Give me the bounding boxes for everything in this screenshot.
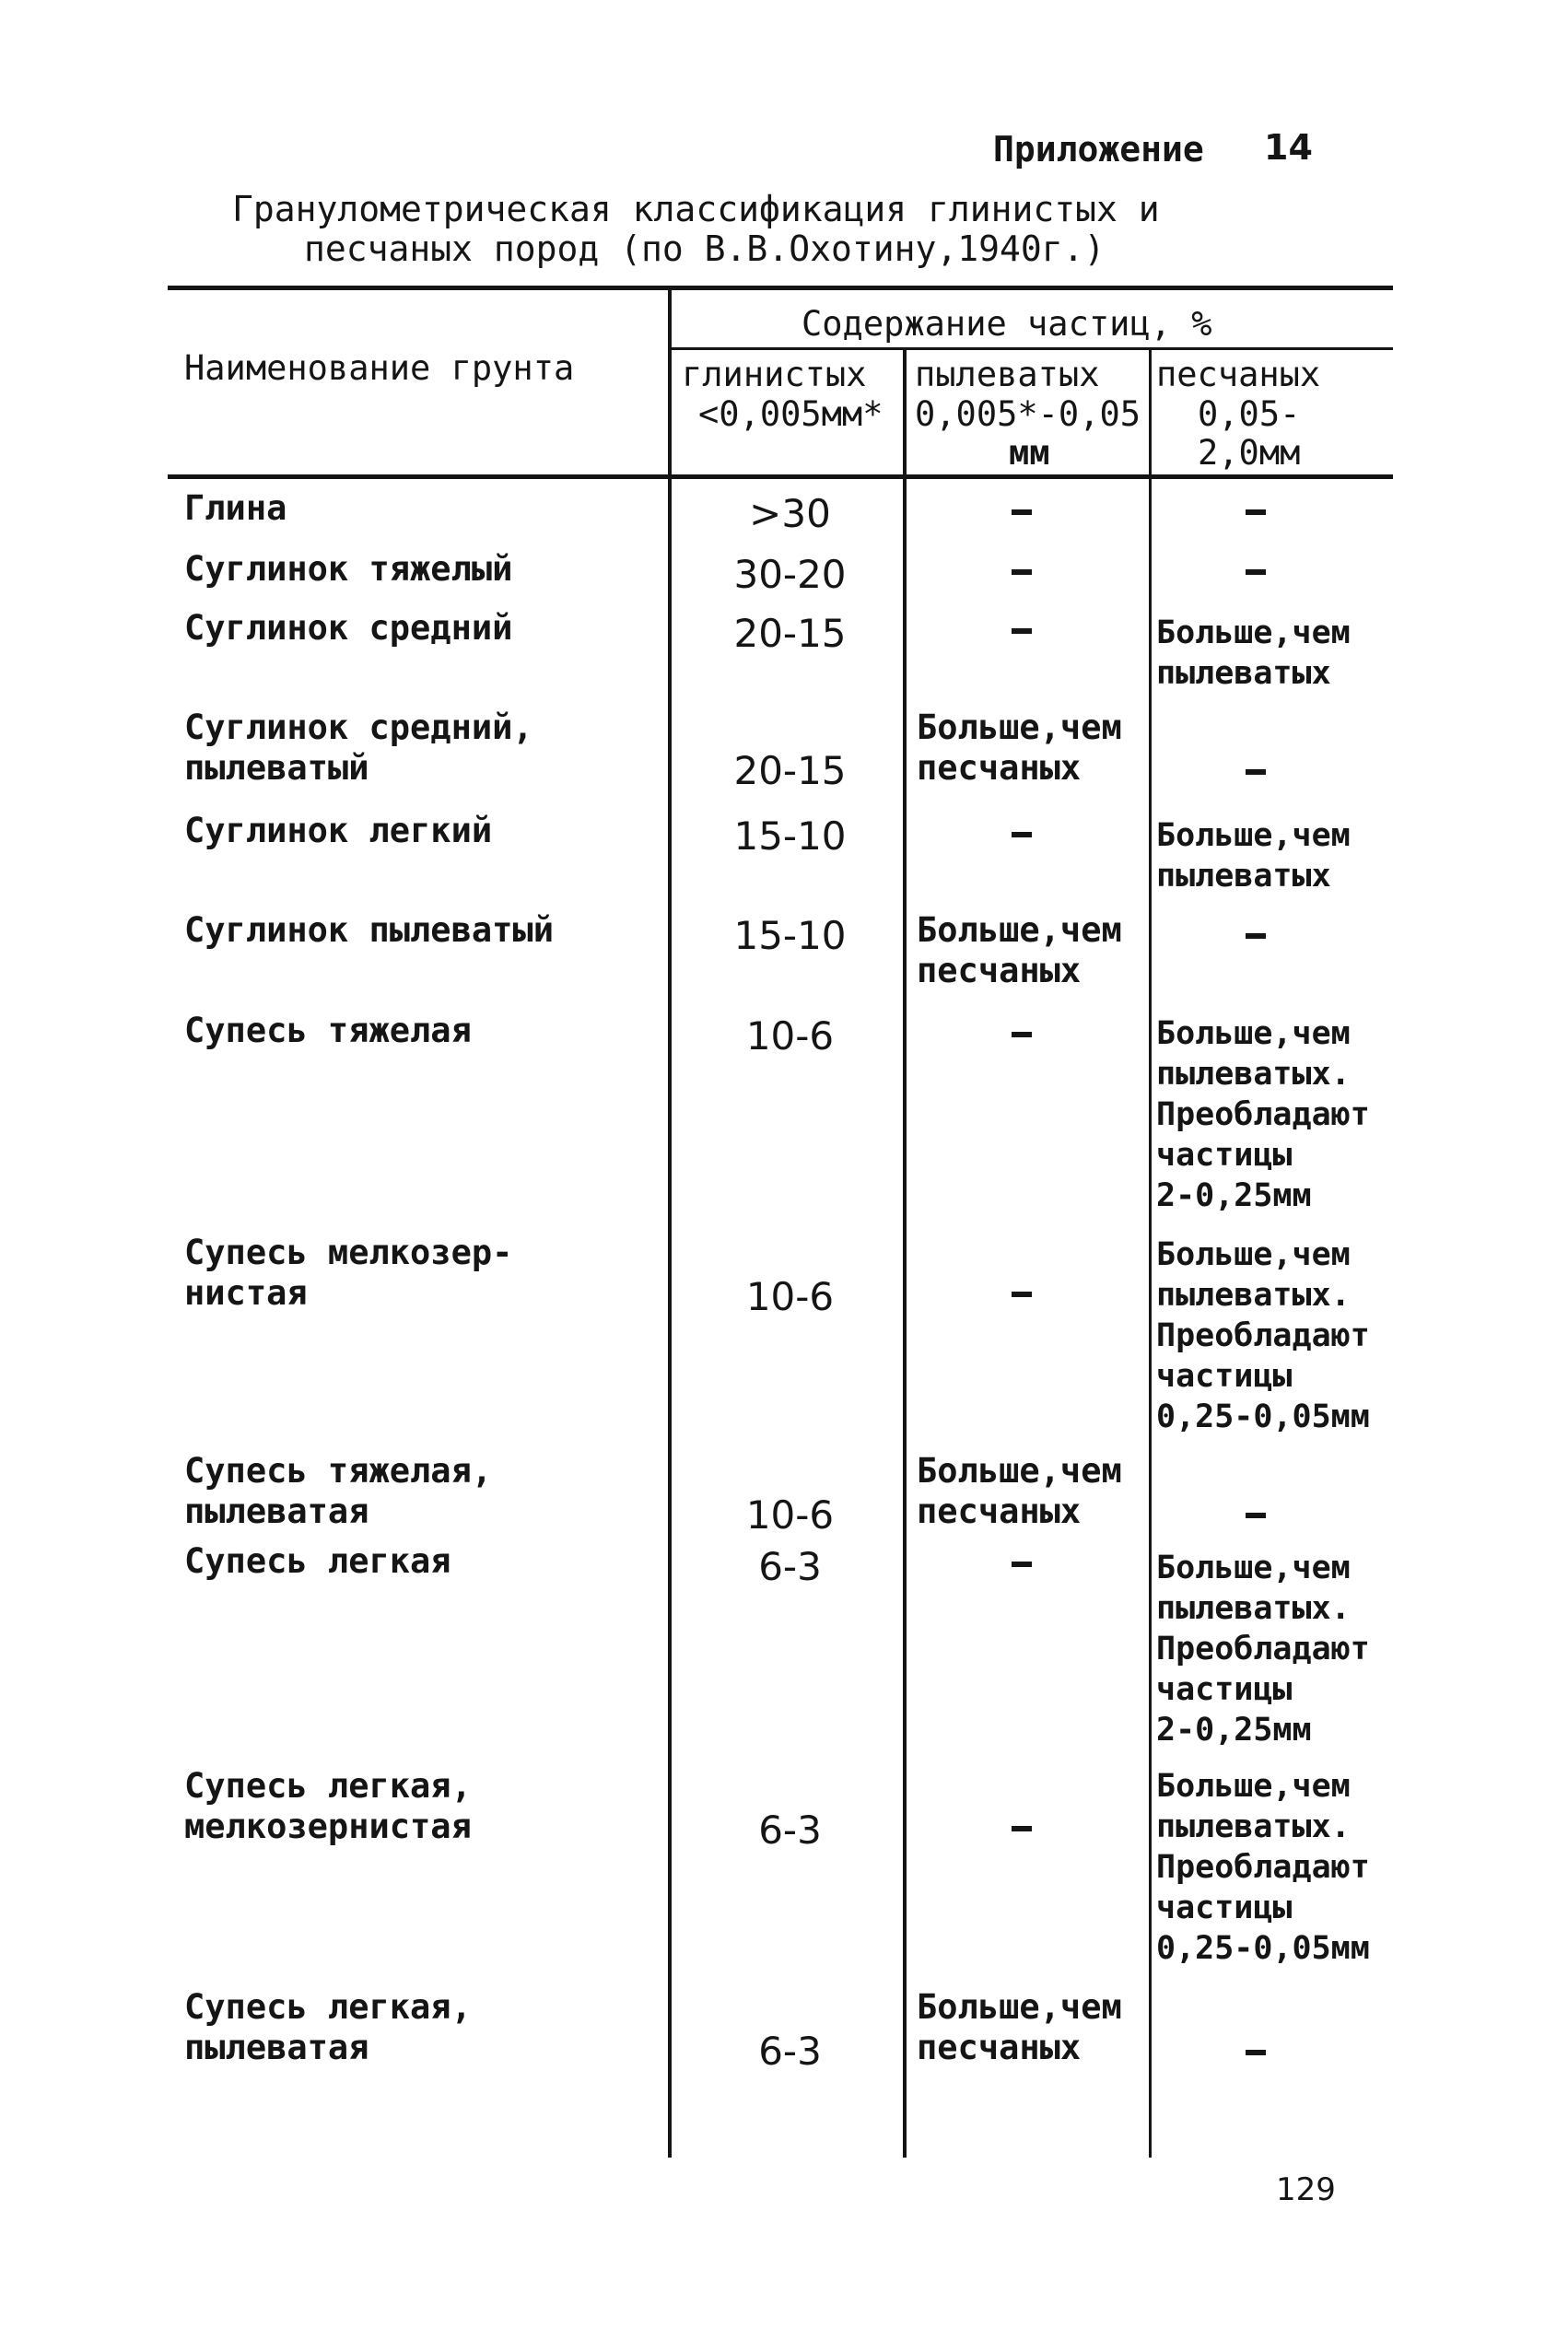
row-silt-text: песчаных	[917, 748, 1082, 788]
row-clay-value: 20-15	[733, 748, 847, 793]
row-sand-dash	[1246, 933, 1266, 939]
header-clay-line2: <0,005мм*	[698, 394, 883, 434]
row-clay-value: 20-15	[733, 611, 847, 656]
col-divider-1	[668, 287, 672, 2158]
row-silt-text: Больше,чем	[917, 910, 1122, 950]
row-name: Супесь тяжелая	[184, 1011, 472, 1050]
row-silt-dash	[1012, 1826, 1032, 1831]
row-clay-value: 6-3	[758, 1544, 822, 1589]
row-sand-text: Больше,чем	[1156, 1768, 1351, 1805]
row-name: Супесь легкая,	[184, 1766, 472, 1806]
row-sand-text: 2-0,25мм	[1156, 1712, 1312, 1749]
row-clay-value: 10-6	[745, 1492, 835, 1538]
row-clay-value: 10-6	[745, 1013, 835, 1059]
row-name: Суглинок легкий	[184, 811, 493, 850]
content-header-rule	[670, 347, 1393, 350]
row-name: Суглинок пылеватый	[184, 910, 554, 950]
row-sand-text: пылеватых.	[1156, 1056, 1351, 1093]
row-silt-text: песчаных	[917, 1492, 1082, 1531]
header-sand-line2: 0,05-	[1198, 394, 1301, 434]
row-silt-dash	[1012, 628, 1032, 634]
row-silt-text: Больше,чем	[917, 1987, 1122, 2027]
row-silt-dash	[1012, 509, 1032, 515]
row-sand-text: частицы	[1156, 1358, 1293, 1395]
row-sand-text: Преобладают	[1156, 1849, 1370, 1886]
row-sand-dash	[1246, 769, 1266, 775]
row-sand-text: Больше,чем	[1156, 1015, 1351, 1052]
row-sand-text: Больше,чем	[1156, 614, 1351, 651]
row-name: Суглинок тяжелый	[184, 549, 513, 589]
header-silt-line3: мм	[1009, 433, 1050, 473]
row-clay-value: 6-3	[758, 1807, 822, 1853]
row-name: Глина	[184, 488, 287, 528]
row-clay-value: 15-10	[733, 913, 847, 958]
row-sand-text: 2-0,25мм	[1156, 1177, 1312, 1214]
row-name: Супесь тяжелая,	[184, 1451, 493, 1491]
row-silt-dash	[1012, 569, 1032, 575]
row-sand-dash	[1246, 2050, 1266, 2055]
row-sand-text: пылеватых.	[1156, 1808, 1351, 1845]
row-name: Суглинок средний,	[184, 708, 533, 747]
row-silt-text: песчаных	[917, 951, 1082, 990]
header-silt-line2: 0,005*-0,05	[915, 394, 1141, 434]
row-name: Супесь легкая,	[184, 1987, 472, 2027]
row-clay-value: 10-6	[745, 1274, 835, 1319]
row-silt-text: песчаных	[917, 2028, 1082, 2067]
table-title-line1: Гранулометрическая классификация глинистых и	[232, 189, 1160, 229]
col-divider-2	[903, 350, 907, 2158]
row-sand-text: 0,25-0,05мм	[1156, 1930, 1370, 1967]
header-sand-line1: песчаных	[1156, 355, 1321, 394]
row-sand-text: пылеватых.	[1156, 1277, 1351, 1314]
header-bottom-rule	[168, 474, 1393, 479]
row-sand-dash	[1246, 509, 1266, 515]
row-silt-text: Больше,чем	[917, 708, 1122, 747]
row-name: Суглинок средний	[184, 608, 513, 648]
table-top-rule	[168, 286, 1393, 290]
row-name: пылеватая	[184, 2028, 369, 2067]
row-silt-dash	[1012, 1032, 1032, 1037]
row-name: пылеватый	[184, 748, 369, 788]
col-divider-3	[1149, 350, 1152, 2158]
row-sand-text: Преобладают	[1156, 1096, 1370, 1133]
row-name: Супесь легкая	[184, 1541, 451, 1581]
table-title-line2: песчаных пород (по В.В.Охотину,1940г.)	[304, 228, 1106, 269]
header-sand-line3: 2,0мм	[1198, 433, 1301, 473]
row-clay-value: 30-20	[733, 552, 847, 597]
row-sand-text: Преобладают	[1156, 1317, 1370, 1354]
page-number: 129	[1276, 2171, 1336, 2208]
header-clay-line1: глинистых	[682, 355, 867, 394]
row-sand-text: пылеватых.	[1156, 1590, 1351, 1627]
row-name: пылеватая	[184, 1492, 369, 1531]
row-sand-text: пылеватых	[1156, 858, 1331, 895]
row-name: Супесь мелкозер-	[184, 1233, 513, 1272]
header-soil-name: Наименование грунта	[184, 348, 575, 388]
row-silt-dash	[1012, 1292, 1032, 1297]
row-sand-text: Больше,чем	[1156, 1236, 1351, 1273]
row-sand-dash	[1246, 1513, 1266, 1518]
row-sand-text: Больше,чем	[1156, 1550, 1351, 1586]
row-clay-value: 6-3	[758, 2029, 822, 2074]
row-sand-text: Преобладают	[1156, 1631, 1370, 1667]
appendix-number: 14	[1264, 127, 1313, 168]
row-clay-value: >30	[749, 491, 831, 536]
row-sand-text: пылеватых	[1156, 655, 1331, 692]
row-sand-dash	[1246, 569, 1266, 575]
row-silt-text: Больше,чем	[917, 1451, 1122, 1491]
appendix-label: Приложение	[993, 129, 1204, 170]
row-sand-text: частицы	[1156, 1889, 1293, 1926]
row-name: нистая	[184, 1273, 308, 1313]
row-silt-dash	[1012, 832, 1032, 837]
row-name: мелкозернистая	[184, 1807, 472, 1846]
row-sand-text: частицы	[1156, 1137, 1293, 1174]
row-sand-text: Больше,чем	[1156, 817, 1351, 854]
header-silt-line1: пылеватых	[915, 355, 1100, 394]
row-sand-text: 0,25-0,05мм	[1156, 1398, 1370, 1435]
row-silt-dash	[1012, 1562, 1032, 1567]
header-content: Содержание частиц, %	[802, 304, 1212, 344]
row-clay-value: 15-10	[733, 813, 847, 859]
row-sand-text: частицы	[1156, 1671, 1293, 1708]
